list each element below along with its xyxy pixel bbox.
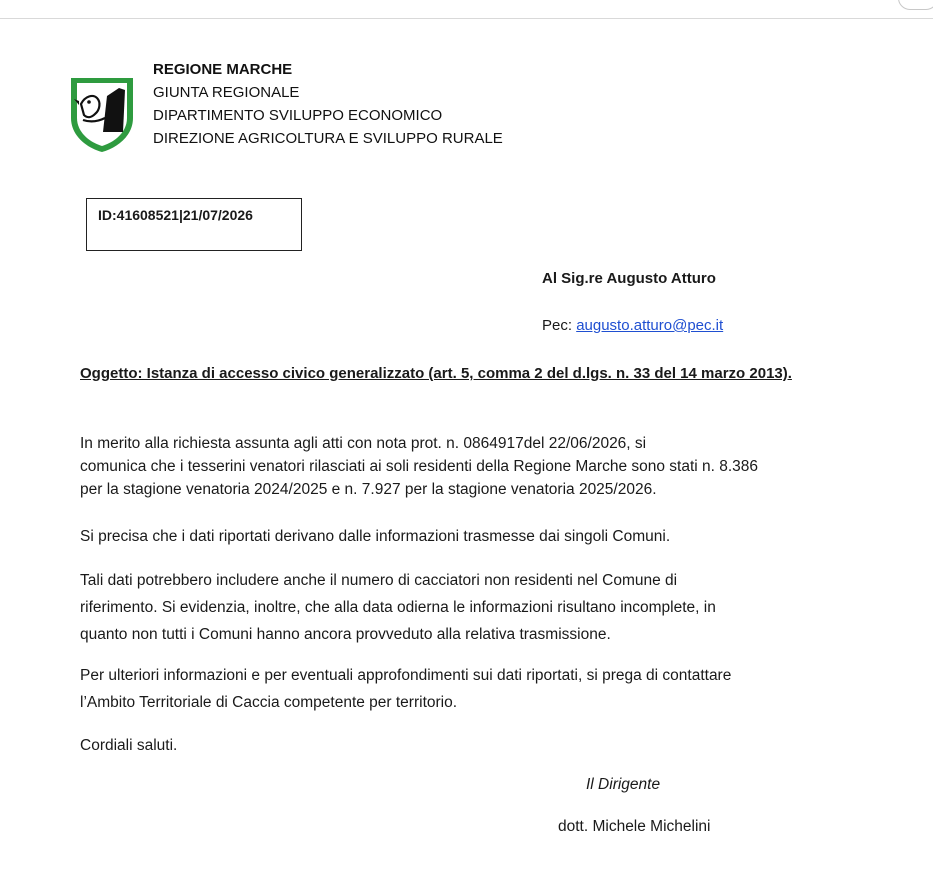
signature-title: Il Dirigente <box>586 776 661 793</box>
p3-line-1: Tali dati potrebbero includere anche il numero di cacciatori non residenti nel Comune di <box>80 572 678 589</box>
p1-line-2: comunica che i tesserini venatori rilasciati ai soli residenti della Regione Marche sono stati n. 8.386 <box>80 458 759 475</box>
document-id-box <box>86 198 302 251</box>
issuer-header <box>153 58 503 150</box>
body-paragraph-3 <box>80 567 870 648</box>
p1-line-1: In merito alla richiesta assunta agli atti con nota prot. n. 0864917del 22/06/2026, si <box>80 435 647 452</box>
p4-line-1: Per ulteriori informazioni e per eventuali approfondimenti sui dati riportati, si prega di contattare <box>80 667 732 684</box>
body-paragraph-2: Si precisa che i dati riportati derivano dalle informazioni trasmesse dai singoli Comuni. <box>80 528 671 545</box>
pec-email-link[interactable]: augusto.atturo@pec.it <box>576 317 724 334</box>
p1-line-3: per la stagione venatoria 2024/2025 e n. 7.927 per la stagione venatoria 2025/2026. <box>80 481 657 498</box>
closing-greeting: Cordiali saluti. <box>80 737 178 754</box>
p3-line-3: quanto non tutti i Comuni hanno ancora provveduto alla relativa trasmissione. <box>80 626 611 643</box>
p4-line-2: l’Ambito Territoriale di Caccia competente per territorio. <box>80 694 458 711</box>
recipient-pec <box>542 317 723 334</box>
signature-name: dott. Michele Michelini <box>558 818 711 835</box>
council-name: GIUNTA REGIONALE <box>153 84 300 101</box>
regione-marche-logo-icon <box>67 74 137 154</box>
body-paragraph-4 <box>80 662 870 716</box>
region-name: REGIONE MARCHE <box>153 61 293 78</box>
directorate-name: DIREZIONE AGRICOLTURA E SVILUPPO RURALE <box>153 130 503 147</box>
subject-line: Oggetto: Istanza di accesso civico generalizzato (art. 5, comma 2 del d.lgs. n. 33 del 14 marzo 2013). <box>80 365 792 382</box>
recipient-addressee: Al Sig.re Augusto Atturo <box>542 270 716 287</box>
top-divider <box>0 18 933 19</box>
pec-label: Pec: <box>542 317 577 334</box>
p3-line-2: riferimento. Si evidenzia, inoltre, che alla data odierna le informazioni risultano incomplete, in <box>80 599 716 616</box>
document-id: ID:41608521|21/07/2026 <box>98 207 253 223</box>
body-paragraph-1 <box>80 432 870 501</box>
department-name: DIPARTIMENTO SVILUPPO ECONOMICO <box>153 107 443 124</box>
corner-toolbar-button[interactable] <box>898 0 933 10</box>
